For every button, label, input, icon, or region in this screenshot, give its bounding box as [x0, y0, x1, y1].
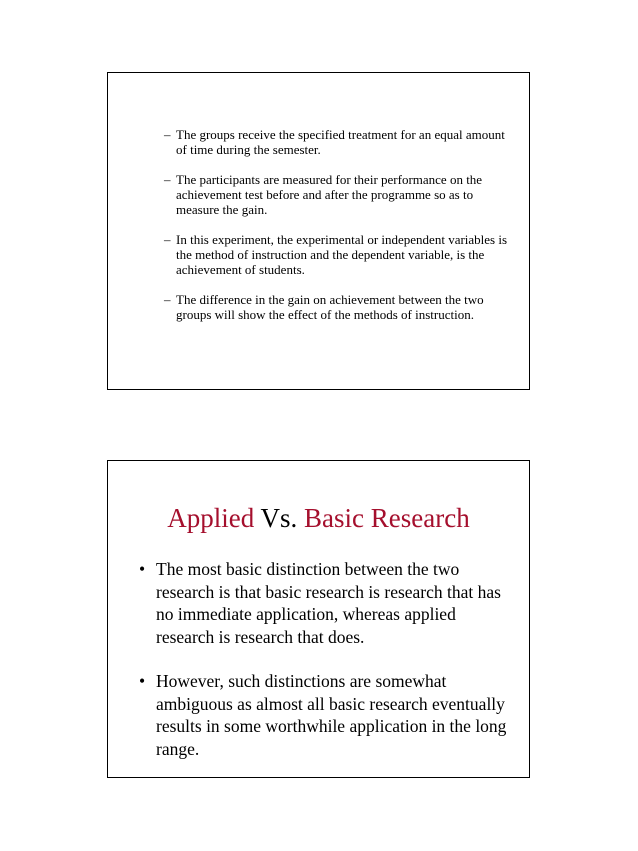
bullet-list — [139, 558, 509, 782]
title-vs: Vs. — [254, 503, 305, 533]
list-item — [139, 558, 509, 648]
dash-marker: – — [164, 127, 171, 142]
slide-2 — [107, 460, 530, 778]
title-basic-research: Basic Research — [304, 503, 470, 533]
list-item — [164, 172, 509, 217]
slide-title — [108, 501, 529, 535]
slide-1 — [107, 72, 530, 390]
list-item — [139, 670, 509, 760]
list-item — [164, 127, 509, 157]
bullet-text: The groups receive the specified treatment for an equal amount of time during the semester. — [176, 127, 505, 157]
bullet-text: The most basic distinction between the two research is that basic research is research that has no immediate application, whereas applied research is research that does. — [156, 559, 501, 647]
dash-marker: – — [164, 292, 171, 307]
bullet-text: The difference in the gain on achievement between the two groups will show the effect of the methods of instruction. — [176, 292, 484, 322]
list-item — [164, 292, 509, 322]
bullet-text: The participants are measured for their performance on the achievement test before and after the programme so as to measure the gain. — [176, 172, 483, 217]
sub-bullet-list — [164, 127, 509, 337]
bullet-marker: • — [139, 671, 146, 691]
title-applied: Applied — [167, 503, 255, 533]
bullet-text: However, such distinctions are somewhat ambiguous as almost all basic research eventually results in some worthwhile application in the long range. — [156, 671, 507, 759]
list-item — [164, 232, 509, 277]
dash-marker: – — [164, 172, 171, 187]
bullet-text: In this experiment, the experimental or independent variables is the method of instruction and the dependent variable, is the achievement of students. — [176, 232, 508, 277]
bullet-marker: • — [139, 559, 146, 579]
dash-marker: – — [164, 232, 171, 247]
